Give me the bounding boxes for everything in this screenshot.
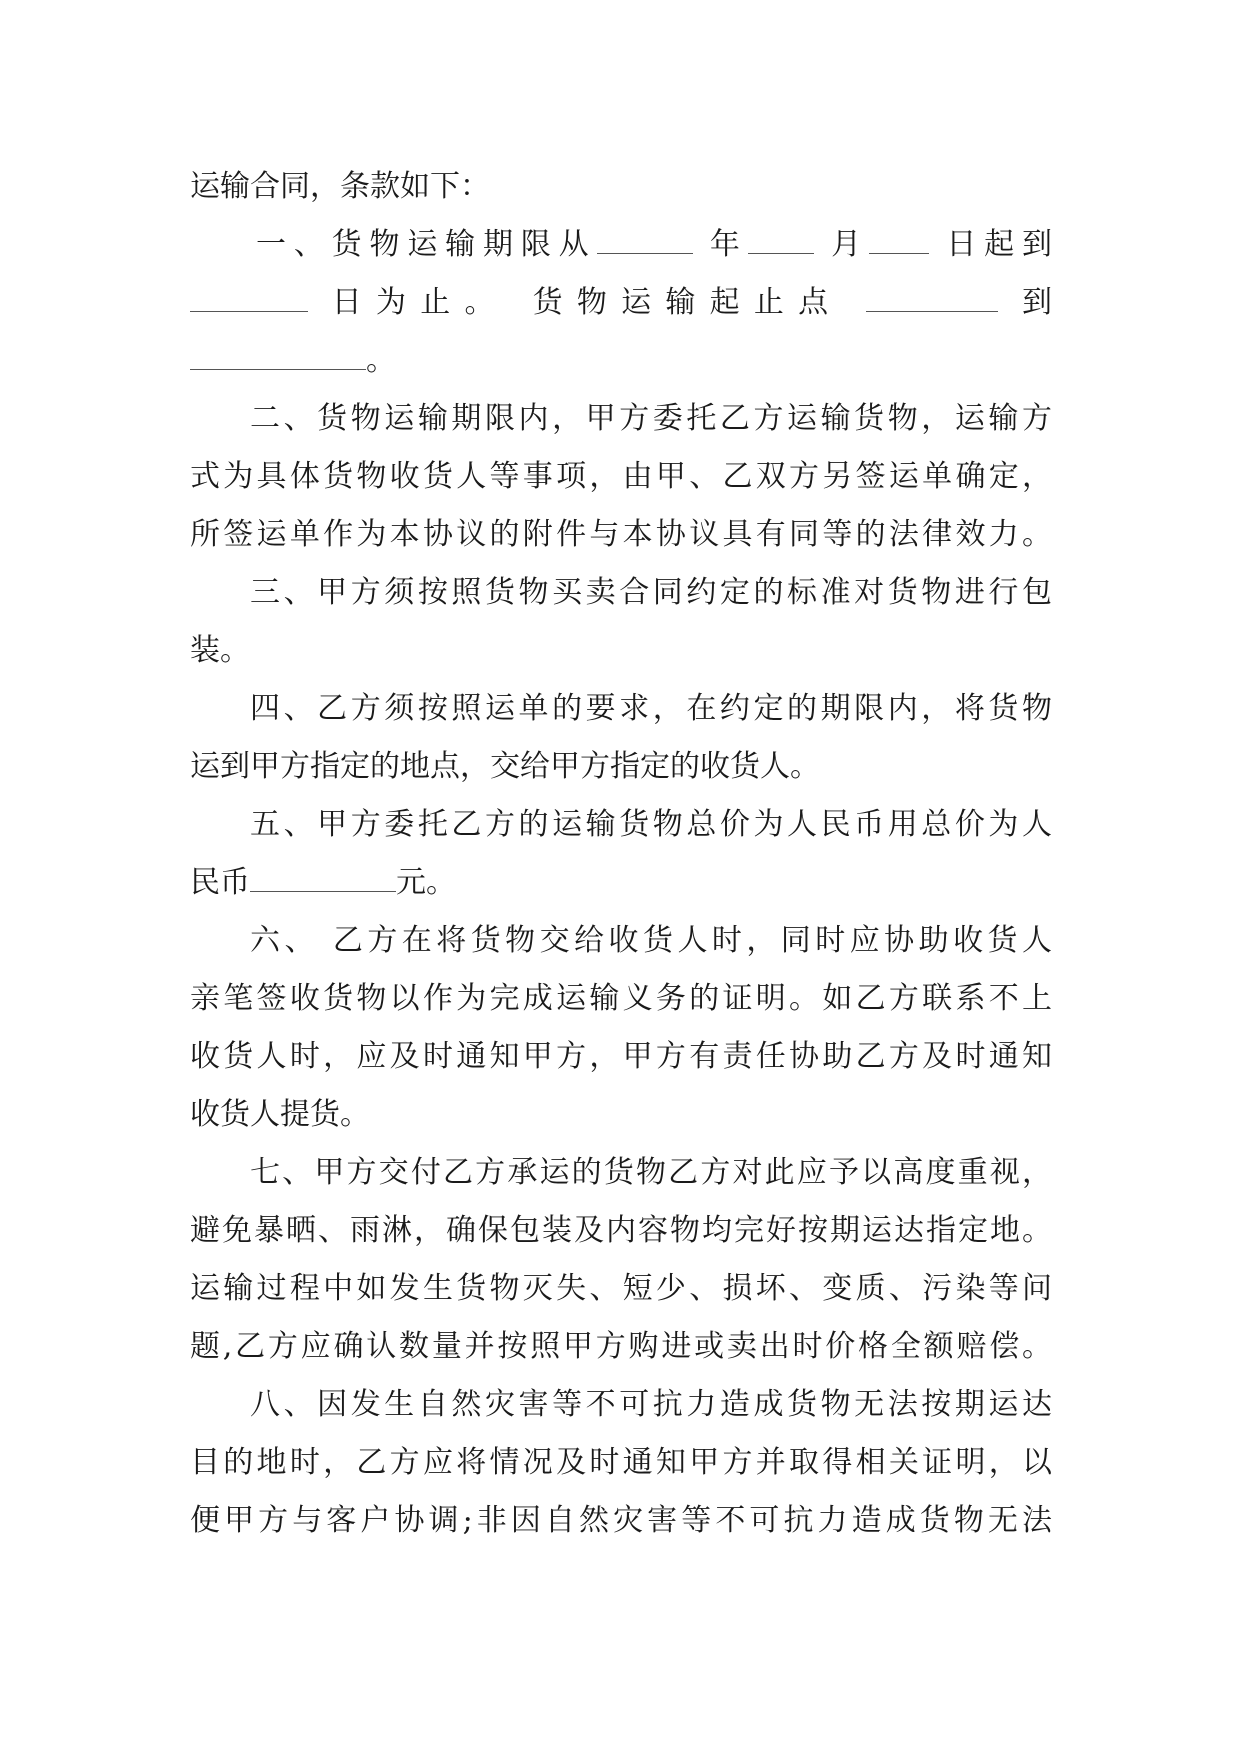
- origin-blank: [866, 281, 998, 312]
- to-label: 到: [1022, 285, 1052, 320]
- clause-text: 三、甲方须按照货物买卖合同约定的标准对货物进行包: [250, 575, 1052, 610]
- clause-text: 五、甲方委托乙方的运输货物总价为人民币用总价为人: [250, 807, 1052, 842]
- clause-2-line-2: [190, 448, 1052, 506]
- clause-1-line-3: [190, 332, 1052, 390]
- clause-text: 所签运单作为本协议的附件与本协议具有同等的法律效力。: [190, 517, 1052, 552]
- clause-text: 七、甲方交付乙方承运的货物乙方对此应予以高度重视，: [250, 1155, 1052, 1190]
- clause-8-line-2: [190, 1434, 1052, 1492]
- end-date-blank: [190, 281, 308, 312]
- clause-8-line-3: [190, 1492, 1052, 1550]
- clause-text: 八、因发生自然灾害等不可抗力造成货物无法按期运达: [250, 1387, 1052, 1422]
- clause-4-line-2: [190, 738, 1052, 796]
- clause-6-line-3: [190, 1028, 1052, 1086]
- clause-text: 二、货物运输期限内，甲方委托乙方运输货物，运输方: [250, 401, 1052, 436]
- period-end-text: 日为止。: [331, 285, 509, 320]
- clause-text: 式为具体货物收货人等事项，由甲、乙双方另签运单确定，: [190, 459, 1052, 494]
- clause-text: 收货人时，应及时通知甲方，甲方有责任协助乙方及时通知: [190, 1039, 1052, 1074]
- contract-body: [190, 158, 1052, 1550]
- month-blank: [748, 223, 814, 254]
- clause-3-line-2: [190, 622, 1052, 680]
- clause-text: 运到甲方指定的地点，交给甲方指定的收货人。: [190, 749, 820, 784]
- clause-text: 题,乙方应确认数量并按照甲方购进或卖出时价格全额赔偿。: [190, 1329, 1052, 1364]
- clause-text: 装。: [190, 633, 250, 668]
- clause-text: 便甲方与客户协调;非因自然灾害等不可抗力造成货物无法: [190, 1503, 1052, 1538]
- clause-8-line-1: [190, 1376, 1052, 1434]
- year-label: 年: [709, 227, 748, 262]
- clause-text: 运输过程中如发生货物灭失、短少、损坏、变质、污染等问: [190, 1271, 1052, 1306]
- period-mark: 。: [366, 343, 396, 378]
- clause-text: 避免暴晒、雨淋，确保包装及内容物均完好按期运达指定地。: [190, 1213, 1052, 1248]
- clause-3-line-1: [190, 564, 1052, 622]
- clause-1-line-2: [190, 274, 1052, 332]
- clause-7-line-3: [190, 1260, 1052, 1318]
- clause-2-line-3: [190, 506, 1052, 564]
- clause-2-line-1: [190, 390, 1052, 448]
- clause-6-line-4: [190, 1086, 1052, 1144]
- currency-label: 民币: [190, 865, 250, 900]
- amount-blank: [250, 861, 396, 892]
- clause-text: 六、 乙方在将货物交给收货人时，同时应协助收货人: [250, 923, 1052, 958]
- clause-7-line-2: [190, 1202, 1052, 1260]
- clause-7-line-1: [190, 1144, 1052, 1202]
- month-label: 月: [831, 227, 869, 262]
- day-blank: [869, 223, 929, 254]
- year-blank: [597, 223, 693, 254]
- intro-line: [190, 158, 1052, 216]
- clause-4-line-1: [190, 680, 1052, 738]
- clause-1-text: 一、货物运输期限从: [256, 227, 597, 262]
- clause-7-line-4: [190, 1318, 1052, 1376]
- yuan-label: 元。: [396, 865, 456, 900]
- intro-text: 运输合同，条款如下：: [190, 169, 490, 204]
- clause-text: 亲笔签收货物以作为完成运输义务的证明。如乙方联系不上: [190, 981, 1052, 1016]
- destination-blank: [190, 339, 366, 370]
- clause-text: 目的地时，乙方应将情况及时通知甲方并取得相关证明，以: [190, 1445, 1052, 1480]
- day-label: 日起到: [946, 227, 1052, 262]
- clause-text: 收货人提货。: [190, 1097, 370, 1132]
- clause-5-line-2: [190, 854, 1052, 912]
- clause-6-line-2: [190, 970, 1052, 1028]
- clause-5-line-1: [190, 796, 1052, 854]
- clause-1-line-1: [190, 216, 1052, 274]
- clause-6-line-1: [190, 912, 1052, 970]
- route-text: 货物运输起止点: [532, 285, 843, 320]
- clause-text: 四、乙方须按照运单的要求，在约定的期限内，将货物: [250, 691, 1052, 726]
